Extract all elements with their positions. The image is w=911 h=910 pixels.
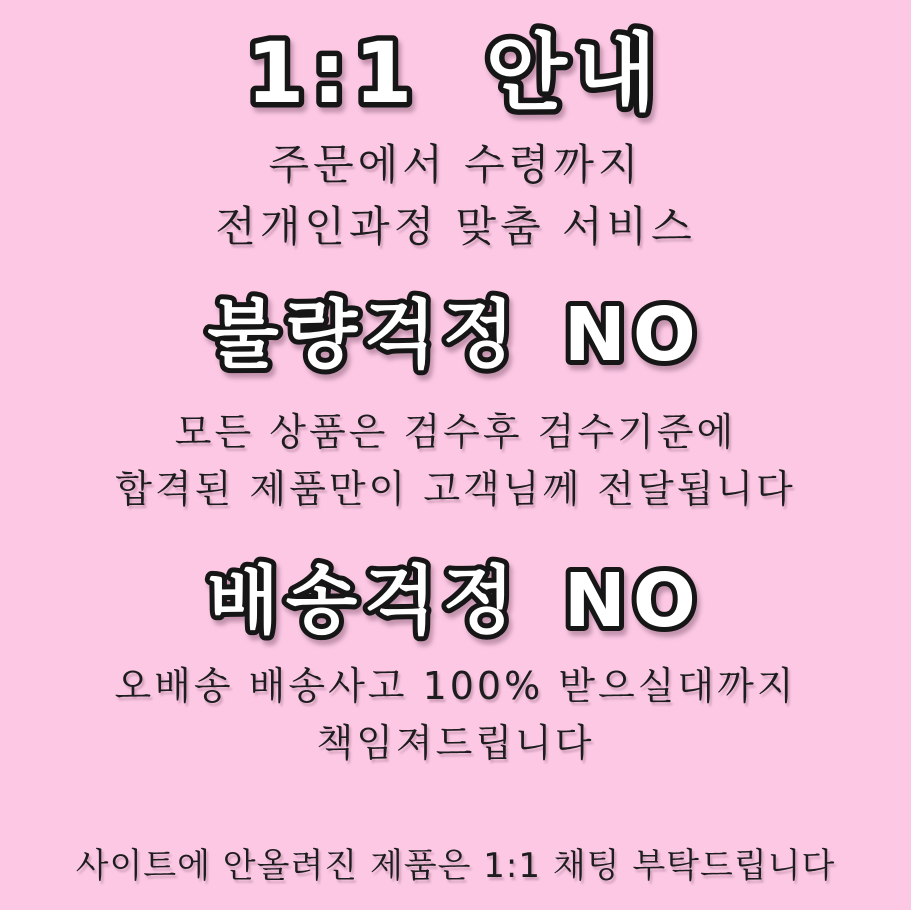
section-shipping-line-2: 책임져드립니다 xyxy=(316,721,595,765)
section-shipping-copy xyxy=(0,658,911,772)
intro-line-1: 주문에서 수령까지 xyxy=(268,140,643,189)
section-shipping-heading-block xyxy=(0,546,911,658)
section-shipping-line-1: 오배송 배송사고 100% 받으실대까지 xyxy=(114,664,797,708)
section-defect-heading-block xyxy=(0,280,911,392)
section-defect-copy xyxy=(0,404,911,518)
page-title-block xyxy=(0,14,911,132)
intro-line-2: 전개인과정 맞춤 서비스 xyxy=(215,202,696,251)
section-defect-line-1: 모든 상품은 검수후 검수기준에 xyxy=(174,410,737,454)
page-title-art xyxy=(0,14,911,132)
section-defect-line-2: 합격된 제품만이 고객님께 전달됩니다 xyxy=(115,467,796,511)
section-defect-heading: 불량걱정 NO xyxy=(207,292,703,378)
section-defect-heading-art xyxy=(0,280,911,392)
section-shipping-heading: 배송걱정 NO xyxy=(207,558,703,644)
footer-note: 사이트에 안올려진 제품은 1:1 채팅 부탁드립니다 xyxy=(75,846,836,886)
page-title: 1:1 안내 xyxy=(245,24,665,122)
section-shipping-heading-art xyxy=(0,546,911,658)
intro-copy xyxy=(0,134,911,258)
